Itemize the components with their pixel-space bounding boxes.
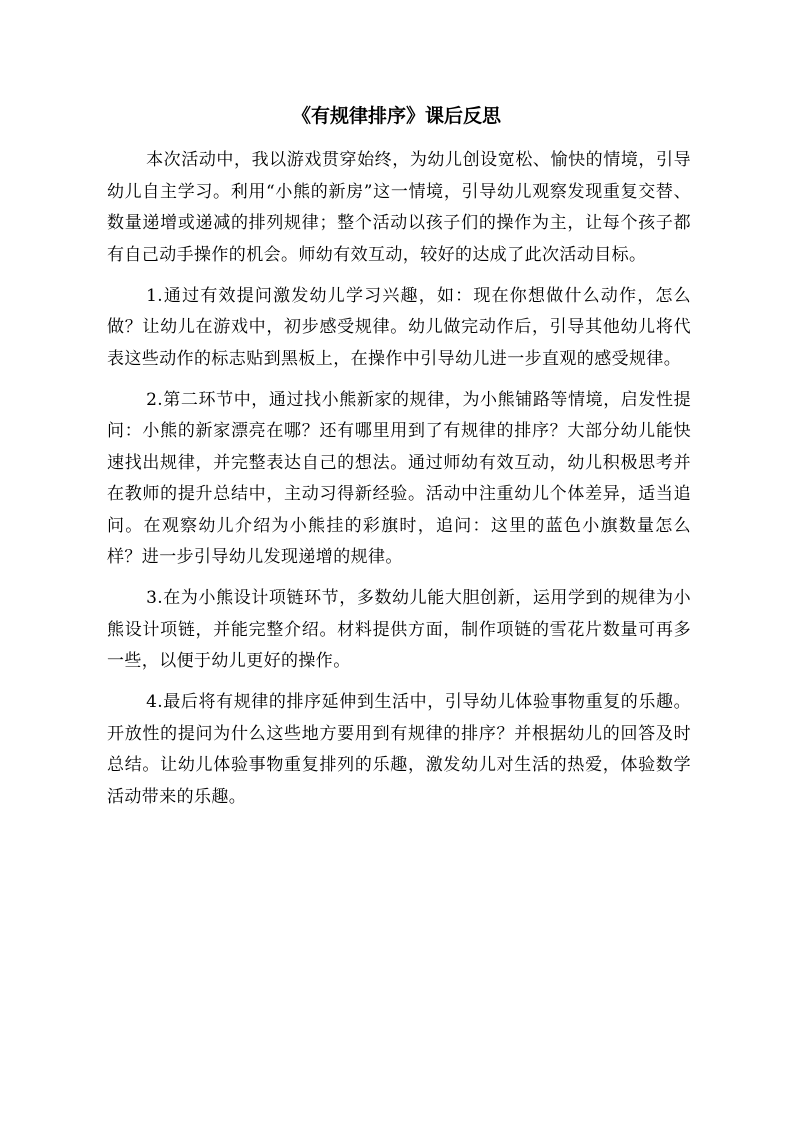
paragraph-intro: 本次活动中，我以游戏贯穿始终，为幼儿创设宽松、愉快的情境，引导幼儿自主学习。利用“小熊的新房”这一情境，引导幼儿观察发现重复交替、数量递增或递减的排列规律；整个活动以孩子们的操作为主，让每个孩子都有自己动手操作的机会。师幼有效互动，较好的达成了此次活动目标。	[107, 150, 691, 265]
paragraph-point-4: 4.最后将有规律的排序延伸到生活中，引导幼儿体验事物重复的乐趣。开放性的提问为什么这些地方要用到有规律的排序？并根据幼儿的回答及时总结。让幼儿体验事物重复排列的乐趣，激发幼儿对生活的热爱，体验数学活动带来的乐趣。	[107, 692, 691, 807]
document-body	[107, 145, 691, 823]
paragraph-point-3: 3.在为小熊设计项链环节，多数幼儿能大胆创新，运用学到的规律为小熊设计项链，并能完整介绍。材料提供方面，制作项链的雪花片数量可再多一些，以便于幼儿更好的操作。	[107, 588, 691, 671]
paragraph-point-2: 2.第二环节中，通过找小熊新家的规律，为小熊铺路等情境，启发性提问：小熊的新家漂亮在哪？还有哪里用到了有规律的排序？大部分幼儿能快速找出规律，并完整表达自己的想法。通过师幼有效互动，幼儿积极思考并在教师的提升总结中，主动习得新经验。活动中注重幼儿个体差异，适当追问。在观察幼儿介绍为小熊挂的彩旗时，追问：这里的蓝色小旗数量怎么样？进一步引导幼儿发现递增的规律。	[107, 389, 691, 567]
page-title: 《有规律排序》课后反思	[291, 105, 501, 127]
paragraph-point-1: 1.通过有效提问激发幼儿学习兴趣，如：现在你想做什么动作，怎么做？让幼儿在游戏中，初步感受规律。幼儿做完动作后，引导其他幼儿将代表这些动作的标志贴到黑板上，在操作中引导幼儿进一步直观的感受规律。	[107, 285, 691, 369]
